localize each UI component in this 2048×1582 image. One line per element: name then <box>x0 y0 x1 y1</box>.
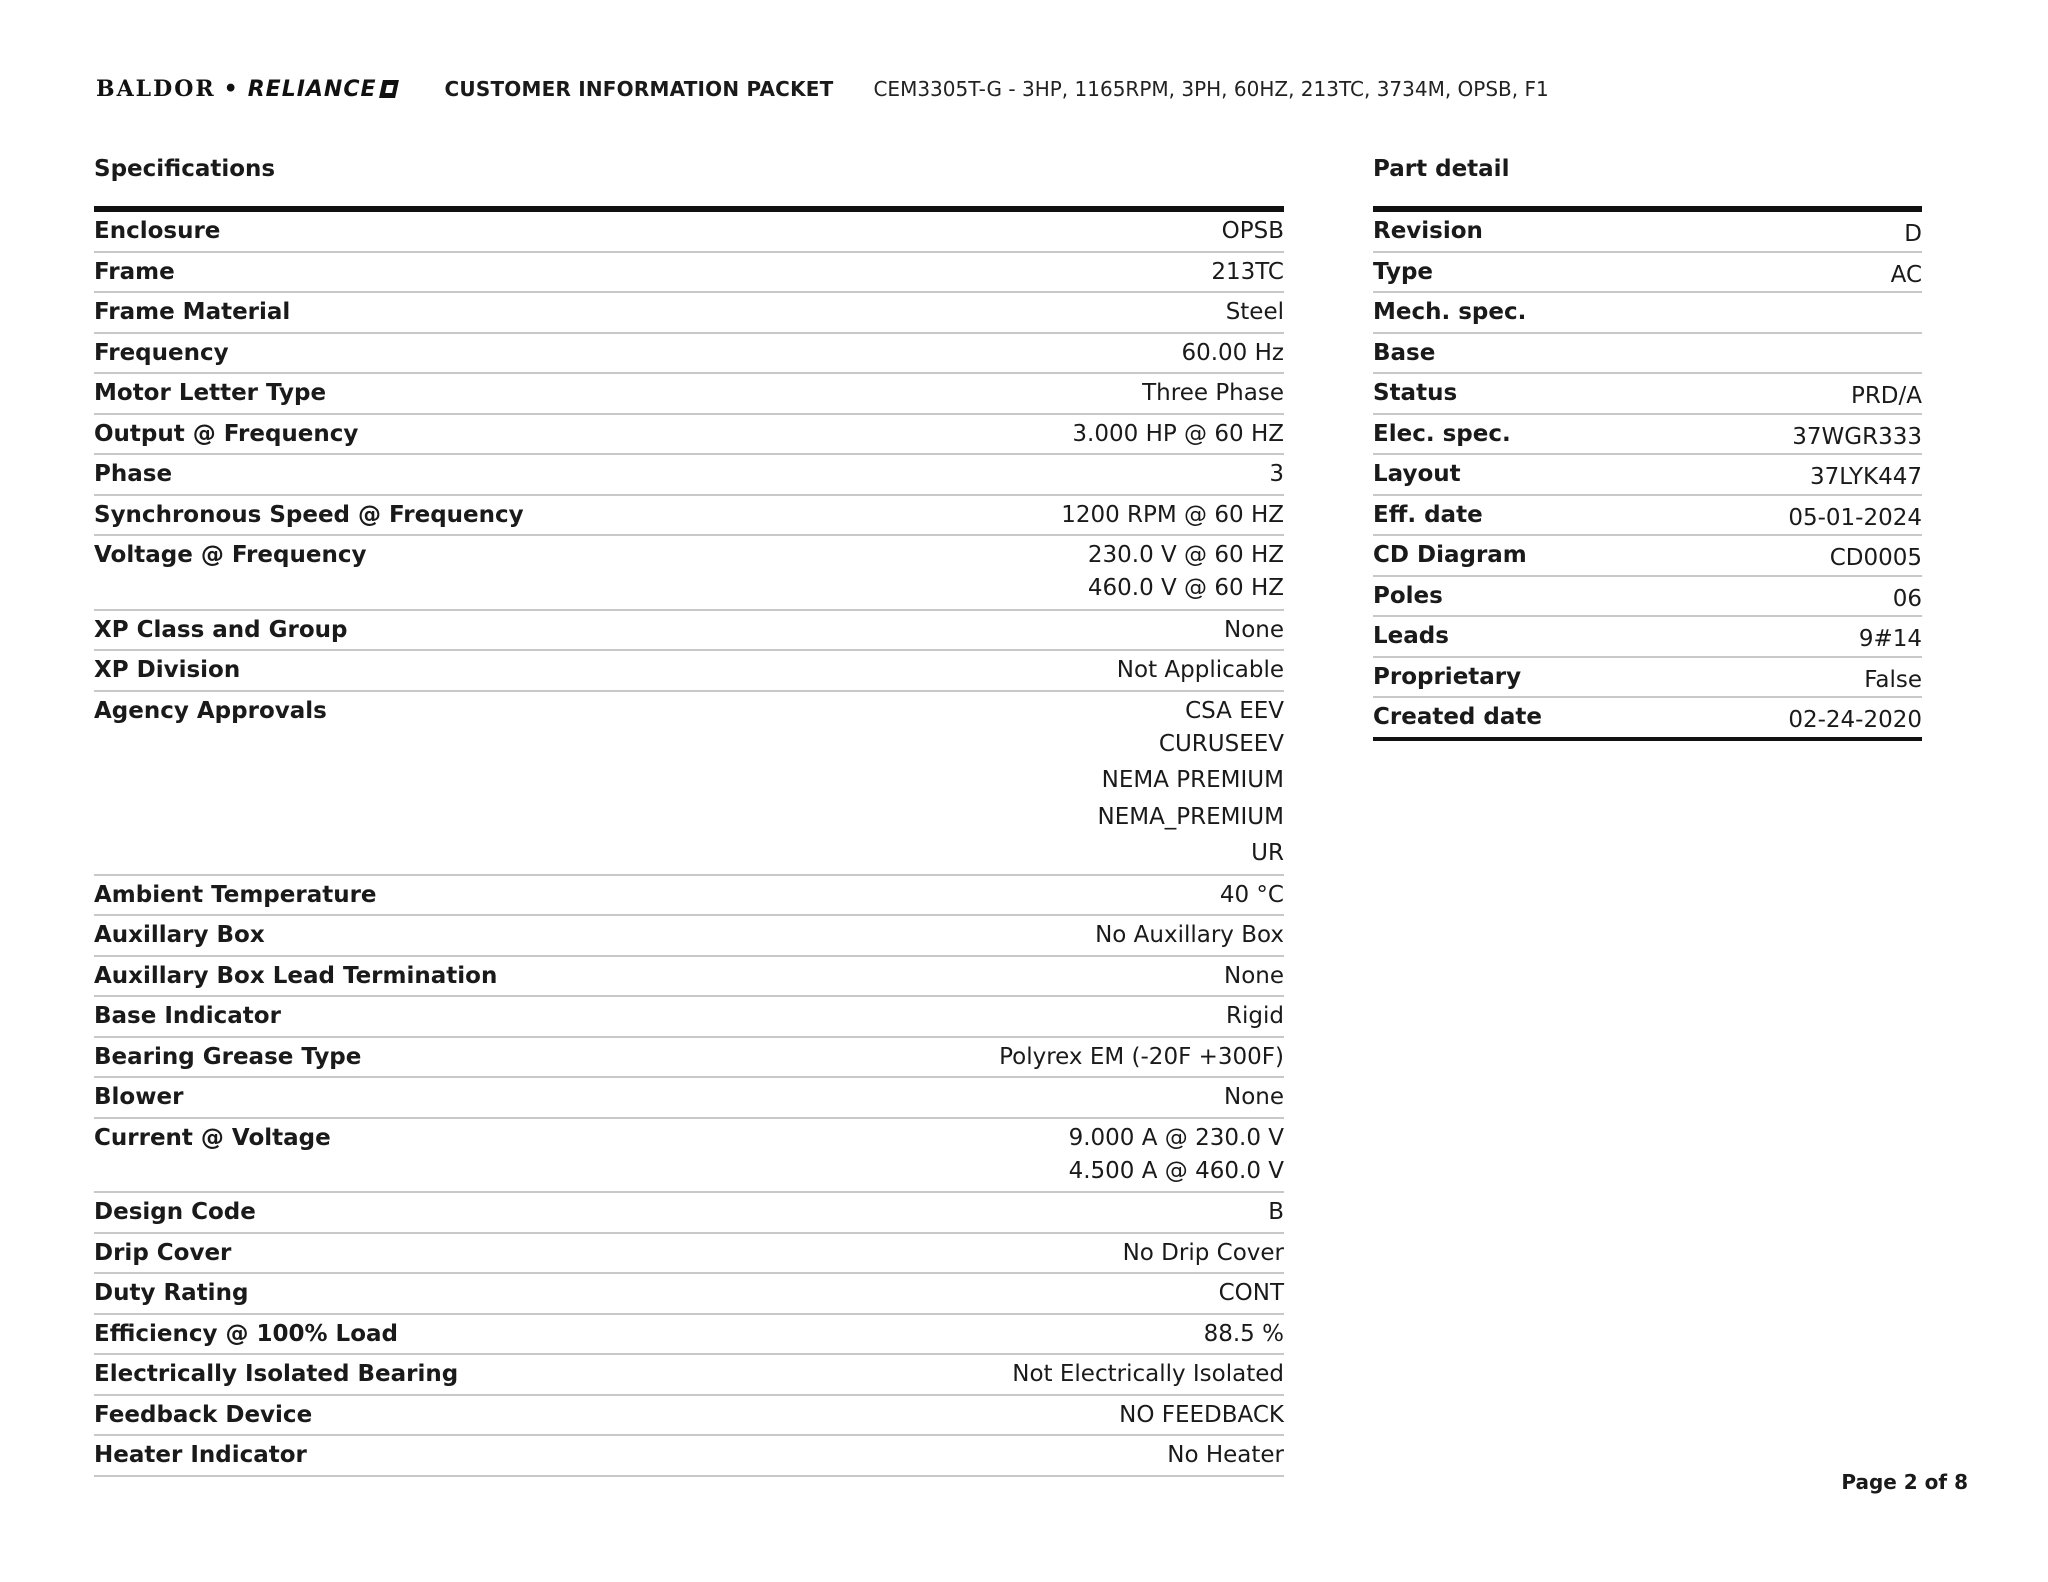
spec-value: None <box>1223 616 1284 643</box>
spec-value: None <box>1223 1084 1284 1110</box>
spec-row <box>94 692 1284 876</box>
spec-values <box>1211 257 1284 287</box>
spec-label: Output @ Frequency <box>94 420 359 447</box>
spec-label: Voltage @ Frequency <box>94 542 367 568</box>
part-value: PRD/A <box>1850 383 1922 409</box>
spec-row <box>94 1119 1284 1194</box>
spec-values <box>1012 1359 1284 1389</box>
spec-row <box>94 957 1284 998</box>
part-value: 37LYK447 <box>1809 464 1922 490</box>
spec-label: XP Class and Group <box>94 616 348 643</box>
spec-values <box>1061 500 1284 530</box>
spec-values <box>1117 655 1284 685</box>
spec-value: B <box>1268 1199 1284 1225</box>
specifications-table <box>94 206 1284 1477</box>
part-label: Leads <box>1373 623 1449 649</box>
part-row <box>1373 698 1922 737</box>
spec-value: NO FEEDBACK <box>1119 1401 1284 1428</box>
part-row <box>1373 293 1922 334</box>
spec-values <box>1219 1278 1284 1308</box>
part-label: CD Diagram <box>1373 542 1527 568</box>
spec-row <box>94 1234 1284 1275</box>
spec-value: No Drip Cover <box>1122 1239 1284 1266</box>
part-label: Proprietary <box>1373 663 1522 690</box>
reliance-mark-icon <box>379 80 399 98</box>
spec-values <box>1069 1123 1284 1190</box>
spec-label: Agency Approvals <box>94 697 327 724</box>
spec-value: OPSB <box>1221 218 1284 244</box>
part-row <box>1373 374 1922 415</box>
spec-row <box>94 253 1284 294</box>
spec-row <box>94 293 1284 334</box>
spec-value: 88.5 % <box>1203 1320 1284 1347</box>
spec-row <box>94 1193 1284 1234</box>
spec-label: Current @ Voltage <box>94 1124 331 1151</box>
part-label: Mech. spec. <box>1373 299 1527 325</box>
part-row <box>1373 334 1922 375</box>
document-title: CUSTOMER INFORMATION PACKET <box>444 77 834 101</box>
part-value: False <box>1864 666 1922 693</box>
spec-values <box>1268 1197 1284 1227</box>
spec-row <box>94 415 1284 456</box>
spec-label: Phase <box>94 461 173 487</box>
spec-label: Design Code <box>94 1199 256 1225</box>
specifications-title: Specifications <box>94 156 276 182</box>
spec-value: Not Electrically Isolated <box>1012 1361 1284 1387</box>
spec-row <box>94 496 1284 537</box>
spec-row <box>94 212 1284 253</box>
part-row <box>1373 253 1922 294</box>
spec-value: CONT <box>1218 1280 1284 1306</box>
spec-value: 1200 RPM @ 60 HZ <box>1061 501 1284 528</box>
spec-value: NEMA PREMIUM <box>1101 767 1284 793</box>
spec-value: 9.000 A @ 230.0 V <box>1068 1124 1284 1151</box>
spec-value: 230.0 V @ 60 HZ <box>1087 542 1284 568</box>
part-row <box>1373 455 1922 496</box>
spec-values <box>1222 216 1284 246</box>
spec-row <box>94 1078 1284 1119</box>
spec-row <box>94 651 1284 692</box>
page-header <box>96 72 1549 106</box>
spec-values <box>1088 540 1284 607</box>
spec-value: Not Applicable <box>1116 657 1284 683</box>
spec-label: Frame <box>94 258 175 285</box>
spec-row <box>94 1274 1284 1315</box>
part-value: CD0005 <box>1829 545 1922 571</box>
part-row <box>1373 577 1922 618</box>
spec-label: Duty Rating <box>94 1280 249 1306</box>
part-detail-table <box>1373 206 1922 741</box>
spec-label: Drip Cover <box>94 1239 232 1266</box>
spec-row <box>94 1315 1284 1356</box>
spec-values <box>1142 378 1284 408</box>
spec-label: XP Division <box>94 657 241 683</box>
spec-row <box>94 455 1284 496</box>
part-row <box>1373 617 1922 658</box>
spec-row <box>94 536 1284 611</box>
part-value: 02-24-2020 <box>1788 707 1922 733</box>
spec-values <box>1226 1001 1284 1031</box>
spec-label: Auxillary Box Lead Termination <box>94 962 498 989</box>
spec-values <box>1224 961 1284 991</box>
spec-row <box>94 1396 1284 1437</box>
spec-values <box>1181 338 1284 368</box>
brand-primary: BALDOR <box>96 76 216 102</box>
part-row <box>1373 536 1922 577</box>
spec-value: Polyrex EM (-20F +300F) <box>999 1043 1284 1070</box>
spec-values <box>1204 1319 1284 1349</box>
spec-value: Steel <box>1225 299 1284 325</box>
spec-label: Efficiency @ 100% Load <box>94 1320 398 1347</box>
part-label: Poles <box>1373 582 1443 609</box>
spec-row <box>94 876 1284 917</box>
part-value: 05-01-2024 <box>1788 504 1922 531</box>
spec-label: Blower <box>94 1084 184 1110</box>
part-label: Elec. spec. <box>1373 420 1511 447</box>
spec-label: Enclosure <box>94 218 221 244</box>
spec-value: 3.000 HP @ 60 HZ <box>1072 420 1284 447</box>
spec-values <box>1123 1238 1284 1268</box>
part-row <box>1373 415 1922 456</box>
brand-secondary: RELIANCE <box>247 76 377 102</box>
spec-row <box>94 611 1284 652</box>
part-label: Created date <box>1373 704 1542 730</box>
spec-label: Synchronous Speed @ Frequency <box>94 501 524 528</box>
part-value: 9#14 <box>1858 626 1922 652</box>
spec-value: No Auxillary Box <box>1095 922 1284 948</box>
spec-value: 60.00 Hz <box>1181 339 1284 366</box>
brand-logo <box>96 76 397 102</box>
spec-value: 213TC <box>1211 258 1284 285</box>
spec-label: Auxillary Box <box>94 922 265 948</box>
spec-row <box>94 997 1284 1038</box>
spec-values <box>1119 1400 1284 1430</box>
spec-label: Heater Indicator <box>94 1442 307 1468</box>
spec-row <box>94 916 1284 957</box>
part-label: Layout <box>1373 461 1461 487</box>
spec-values <box>999 1042 1284 1072</box>
part-value: 37WGR333 <box>1792 423 1922 450</box>
spec-values <box>1269 459 1284 489</box>
spec-values <box>1226 297 1284 327</box>
spec-values <box>1095 920 1284 950</box>
spec-values <box>1224 1082 1284 1112</box>
model-description: CEM3305T-G - 3HP, 1165RPM, 3PH, 60HZ, 213TC, 3734M, OPSB, F1 <box>873 77 1549 101</box>
spec-value: No Heater <box>1167 1442 1284 1468</box>
part-label: Type <box>1373 258 1434 285</box>
spec-value: 40 °C <box>1219 881 1284 908</box>
page-number: Page 2 of 8 <box>1841 1470 1968 1494</box>
spec-row <box>94 1436 1284 1477</box>
part-label: Revision <box>1373 218 1483 244</box>
part-row <box>1373 496 1922 537</box>
part-detail-title: Part detail <box>1373 156 1510 182</box>
spec-label: Frame Material <box>94 299 291 325</box>
part-value: 06 <box>1892 585 1922 612</box>
spec-value: None <box>1223 962 1284 989</box>
spec-label: Feedback Device <box>94 1401 313 1428</box>
part-row <box>1373 658 1922 699</box>
spec-label: Motor Letter Type <box>94 380 327 406</box>
spec-row <box>94 1038 1284 1079</box>
spec-values <box>1072 419 1284 449</box>
spec-value: CSA EEV <box>1185 697 1284 724</box>
spec-value: CURUSEEV <box>1158 730 1284 757</box>
part-value: D <box>1904 221 1922 247</box>
spec-row <box>94 334 1284 375</box>
spec-value: UR <box>1251 840 1284 866</box>
spec-value: Rigid <box>1226 1003 1284 1029</box>
spec-value: 4.500 A @ 460.0 V <box>1068 1157 1284 1184</box>
spec-values <box>1167 1440 1284 1470</box>
spec-value: 460.0 V @ 60 HZ <box>1087 575 1284 601</box>
spec-label: Bearing Grease Type <box>94 1043 362 1070</box>
spec-label: Base Indicator <box>94 1003 281 1029</box>
spec-value: 3 <box>1269 461 1284 487</box>
spec-row <box>94 1355 1284 1396</box>
spec-label: Ambient Temperature <box>94 881 377 908</box>
part-value: AC <box>1890 261 1922 288</box>
spec-values <box>1220 880 1284 910</box>
spec-values <box>1097 696 1284 872</box>
part-label: Base <box>1373 339 1436 366</box>
spec-value: Three Phase <box>1142 380 1284 406</box>
spec-row <box>94 374 1284 415</box>
part-label: Eff. date <box>1373 501 1483 528</box>
spec-value: NEMA_PREMIUM <box>1097 803 1284 830</box>
brand-separator: • <box>223 76 240 102</box>
spec-label: Frequency <box>94 339 229 366</box>
spec-label: Electrically Isolated Bearing <box>94 1361 459 1387</box>
part-row <box>1373 212 1922 253</box>
spec-values <box>1224 615 1284 645</box>
part-label: Status <box>1373 380 1458 406</box>
